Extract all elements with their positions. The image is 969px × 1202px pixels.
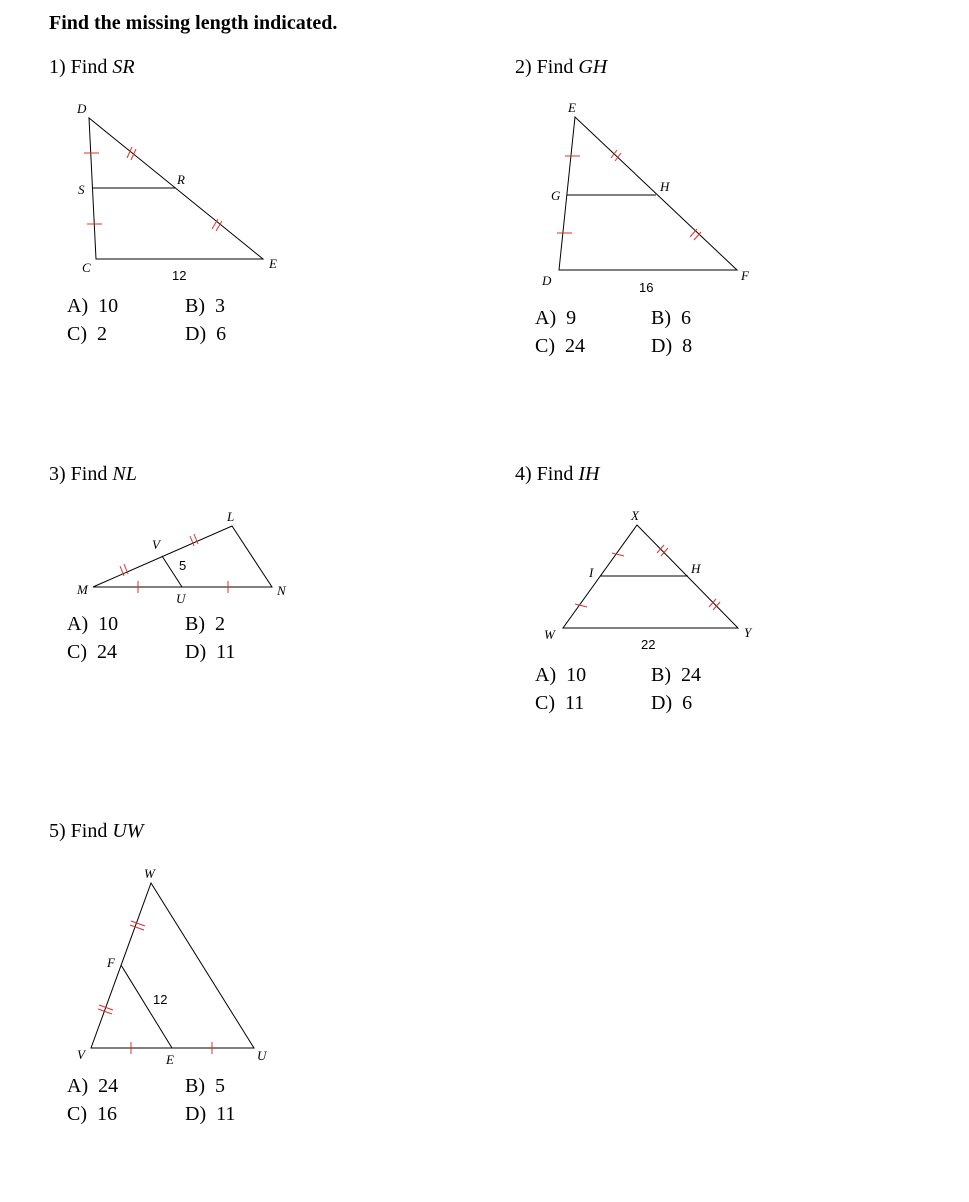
problem-5-choice-d: D) 11 bbox=[185, 1103, 236, 1125]
problem-1-prompt: Find bbox=[70, 56, 108, 78]
vertex-label-g: G bbox=[551, 188, 561, 203]
vertex-label-h: H bbox=[660, 179, 670, 194]
problem-2-choice-c: C) 24 bbox=[535, 335, 585, 357]
given-length-vu: 5 bbox=[179, 558, 187, 573]
problem-3-number: 3) bbox=[49, 463, 66, 485]
problem-3-choice-c: C) 24 bbox=[67, 641, 117, 663]
problem-5-number: 5) bbox=[49, 820, 66, 842]
vertex-label-w: W bbox=[144, 866, 155, 881]
problem-2-number: 2) bbox=[515, 56, 532, 78]
vertex-label-y: Y bbox=[744, 625, 752, 640]
worksheet-heading: Find the missing length indicated. bbox=[49, 12, 338, 34]
vertex-label-d: D bbox=[77, 101, 87, 116]
given-length-wy: 22 bbox=[641, 637, 656, 652]
double-tick-wf bbox=[130, 921, 145, 930]
problem-1-choice-a: A) 10 bbox=[67, 295, 119, 317]
problem-3-choice-d: D) 11 bbox=[185, 641, 236, 663]
vertex-label-r: R bbox=[177, 172, 185, 187]
vertex-label-f: F bbox=[107, 955, 115, 970]
vertex-label-c: C bbox=[82, 260, 91, 275]
vertex-label-w: W bbox=[544, 627, 555, 642]
vertex-label-m: M bbox=[77, 582, 88, 597]
problem-5-target: UW bbox=[112, 820, 144, 842]
vertex-label-v: V bbox=[77, 1047, 85, 1062]
problem-3-prompt: Find bbox=[70, 463, 108, 485]
vertex-label-u: U bbox=[257, 1048, 267, 1063]
vertex-label-s: S bbox=[78, 182, 85, 197]
problem-1-choice-c: C) 2 bbox=[67, 323, 107, 345]
problem-4-prompt: Find bbox=[536, 463, 574, 485]
vertex-label-h: H bbox=[691, 561, 701, 576]
problem-4-target: IH bbox=[578, 463, 600, 485]
problem-1-number: 1) bbox=[49, 56, 66, 78]
given-length-fe: 12 bbox=[153, 992, 168, 1007]
problem-3-choice-a: A) 10 bbox=[67, 613, 119, 635]
vertex-label-e: E bbox=[166, 1052, 174, 1067]
given-length-df: 16 bbox=[639, 280, 654, 295]
problem-1-target: SR bbox=[112, 56, 135, 78]
problem-2-target: GH bbox=[578, 56, 608, 78]
problem-4-choice-d: D) 6 bbox=[651, 692, 693, 714]
problem-2-prompt: Find bbox=[536, 56, 574, 78]
problem-1-choice-d: D) 6 bbox=[185, 323, 227, 345]
vertex-label-e: E bbox=[568, 100, 576, 115]
given-length-ce: 12 bbox=[172, 268, 187, 283]
vertex-label-i: I bbox=[589, 565, 594, 580]
problem-4-choice-b: B) 24 bbox=[651, 664, 701, 686]
problem-3-choice-b: B) 2 bbox=[185, 613, 225, 635]
vertex-label-v: V bbox=[152, 537, 160, 552]
vertex-label-n: N bbox=[277, 583, 286, 598]
problem-2-choice-b: B) 6 bbox=[651, 307, 691, 329]
vertex-label-d: D bbox=[542, 273, 552, 288]
vertex-label-e: E bbox=[269, 256, 277, 271]
problem-3-target: NL bbox=[112, 463, 137, 485]
problem-5-choice-c: C) 16 bbox=[67, 1103, 117, 1125]
triangle-vwu bbox=[91, 883, 254, 1048]
problem-2-choice-d: D) 8 bbox=[651, 335, 693, 357]
problem-5-prompt: Find bbox=[70, 820, 108, 842]
problem-5-choice-b: B) 5 bbox=[185, 1075, 225, 1097]
vertex-label-x: X bbox=[631, 508, 639, 523]
vertex-label-f: F bbox=[741, 268, 749, 283]
problem-5-choice-a: A) 24 bbox=[67, 1075, 119, 1097]
vertex-label-u: U bbox=[176, 591, 186, 606]
problem-1-choice-b: B) 3 bbox=[185, 295, 225, 317]
problem-4-choice-c: C) 11 bbox=[535, 692, 585, 714]
problem-4-number: 4) bbox=[515, 463, 532, 485]
problem-4-choice-a: A) 10 bbox=[535, 664, 587, 686]
problem-2-choice-a: A) 9 bbox=[535, 307, 577, 329]
vertex-label-l: L bbox=[227, 509, 235, 524]
